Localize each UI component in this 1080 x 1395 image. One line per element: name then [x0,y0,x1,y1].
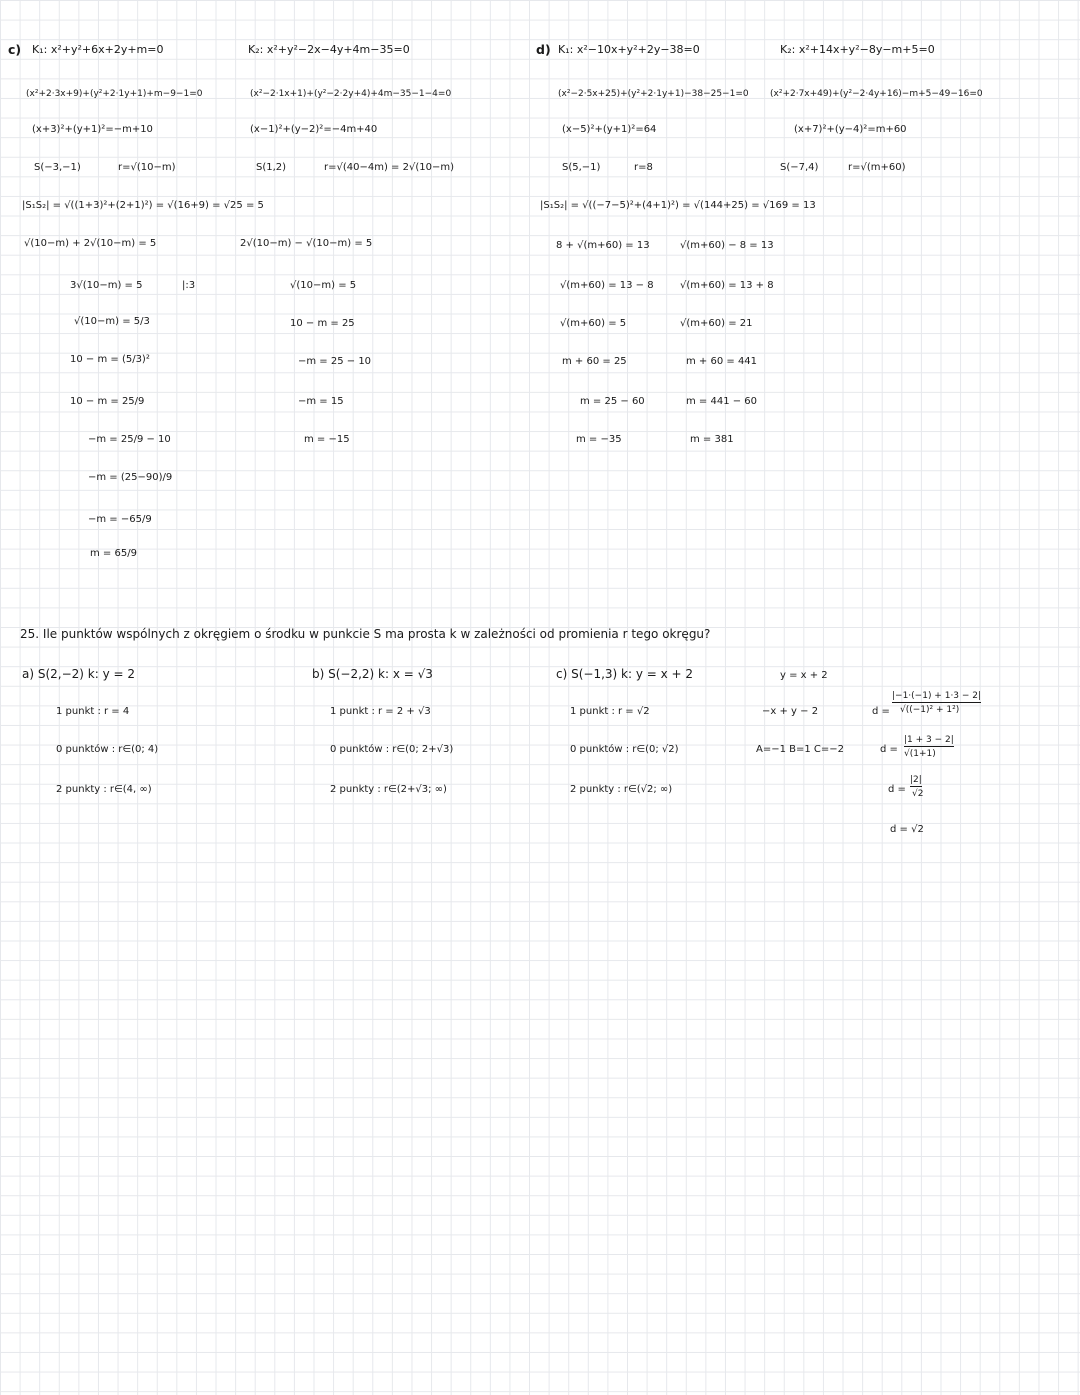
d-left-step: m = 25 − 60 [580,396,645,407]
task-25a-label: a) S(2,−2) k: y = 2 [22,667,136,681]
d-k2-canonical: (x+7)²+(y−4)²=m+60 [794,124,907,135]
c-left-step: m = 65/9 [90,548,137,559]
d-k1-completing-square: (x²−2·5x+25)+(y²+2·1y+1)−38−25−1=0 [558,89,749,99]
d-k2-center: S(−7,4) [780,162,819,173]
task-25c-distance-denominator: √((−1)² + 1²) [900,705,960,715]
c-right-step: √(10−m) = 5 [290,280,357,291]
d-k2-equation: K₂: x²+14x+y²−8y−m+5=0 [780,43,935,56]
c-left-step: −m = (25−90)/9 [88,472,173,483]
c-distance: |S₁S₂| = √((1+3)²+(2+1)²) = √(16+9) = √25 = 5 [22,200,264,211]
task-25b-zero-points: 0 punktów : r∈(0; 2+√3) [330,744,454,755]
c-left-step: −m = 25/9 − 10 [88,434,171,445]
c-k1-center: S(−3,−1) [34,162,81,173]
d-left-step: m = −35 [576,434,622,445]
c-right-step: m = −15 [304,434,350,445]
part-d-label: d) [536,42,551,57]
task-25c-distance-denominator: √(1+1) [904,749,936,759]
c-k2-completing-square: (x²−2·1x+1)+(y²−2·2y+4)+4m−35−1−4=0 [250,89,452,99]
task-25c-distance-numerator: |1 + 3 − 2| [904,735,954,745]
d-right-step: √(m+60) = 13 + 8 [680,280,774,291]
c-k2-radius: r=√(40−4m) = 2√(10−m) [324,162,454,173]
task-25c-zero-points: 0 punktów : r∈(0; √2) [570,744,679,755]
task-25a-two-points: 2 punkty : r∈(4, ∞) [56,784,152,795]
d-right-step: √(m+60) = 21 [680,318,753,329]
c-left-step: −m = −65/9 [88,514,152,525]
c-k1-canonical: (x+3)²+(y+1)²=−m+10 [32,124,153,135]
task-25b-one-point: 1 punkt : r = 2 + √3 [330,706,431,717]
c-left-step: 10 − m = (5/3)² [70,354,150,365]
d-k1-radius: r=8 [634,162,653,173]
d-left-step: √(m+60) = 13 − 8 [560,280,654,291]
c-k1-radius: r=√(10−m) [118,162,176,173]
d-left-step: 8 + √(m+60) = 13 [556,240,650,251]
c-right-step: 10 − m = 25 [290,318,355,329]
c-k2-equation: K₂: x²+y²−2x−4y+4m−35=0 [248,43,410,56]
d-right-step: √(m+60) − 8 = 13 [680,240,774,251]
d-k2-radius: r=√(m+60) [848,162,906,173]
c-left-step: √(10−m) = 5/3 [74,316,150,327]
c-k2-canonical: (x−1)²+(y−2)²=−4m+40 [250,124,378,135]
task-25c-distance-numerator: |2| [910,775,922,785]
task-25c-two-points: 2 punkty : r∈(√2; ∞) [570,784,673,795]
c-left-note: |:3 [182,280,196,291]
c-right-step: −m = 15 [298,396,344,407]
d-k1-center: S(5,−1) [562,162,601,173]
part-c-label: c) [8,42,22,57]
d-right-step: m = 441 − 60 [686,396,758,407]
task-25a-zero-points: 0 punktów : r∈(0; 4) [56,744,159,755]
d-k1-equation: K₁: x²−10x+y²+2y−38=0 [558,43,700,56]
c-left-step: 3√(10−m) = 5 [70,280,143,291]
task-25b-label: b) S(−2,2) k: x = √3 [312,667,433,681]
task-25c-distance-numerator: |−1·(−1) + 1·3 − 2| [892,691,982,701]
d-k2-completing-square: (x²+2·7x+49)+(y²−2·4y+16)−m+5−49−16=0 [770,89,983,99]
d-right-step: m = 381 [690,434,734,445]
task-25c-calc-line: y = x + 2 [780,670,828,681]
c-left-step: 10 − m = 25/9 [70,396,145,407]
d-right-step: m + 60 = 441 [686,356,758,367]
c-k2-center: S(1,2) [256,162,287,173]
task-25c-distance-denominator: √2 [912,789,924,799]
d-distance: |S₁S₂| = √((−7−5)²+(4+1)²) = √(144+25) = √169 = 13 [540,200,816,211]
d-left-step: m + 60 = 25 [562,356,627,367]
task-25c-calc-coefficients: A=−1 B=1 C=−2 [756,744,845,755]
task-25c-calc-general-form: −x + y − 2 [762,706,819,717]
c-right-step: −m = 25 − 10 [298,356,372,367]
task-25a-one-point: 1 punkt : r = 4 [56,706,130,717]
task-25c-distance-result: d = √2 [890,824,924,835]
task-25b-two-points: 2 punkty : r∈(2+√3; ∞) [330,784,447,795]
d-left-step: √(m+60) = 5 [560,318,627,329]
task-25c-distance-label: d = [880,744,898,755]
d-k1-canonical: (x−5)²+(y+1)²=64 [562,124,657,135]
c-left-step: √(10−m) + 2√(10−m) = 5 [24,238,157,249]
c-k1-equation: K₁: x²+y²+6x+2y+m=0 [32,43,164,56]
task-25c-distance-label: d = [872,706,890,717]
task-25-question: 25. Ile punktów wspólnych z okręgiem o środku w punkcie S ma prosta k w zależności od promienia r tego okręgu? [20,627,711,641]
task-25c-distance-label: d = [888,784,906,795]
task-25c-one-point: 1 punkt : r = √2 [570,706,650,717]
c-k1-completing-square: (x²+2·3x+9)+(y²+2·1y+1)+m−9−1=0 [26,89,203,99]
c-right-step: 2√(10−m) − √(10−m) = 5 [240,238,373,249]
task-25c-label: c) S(−1,3) k: y = x + 2 [556,667,694,681]
